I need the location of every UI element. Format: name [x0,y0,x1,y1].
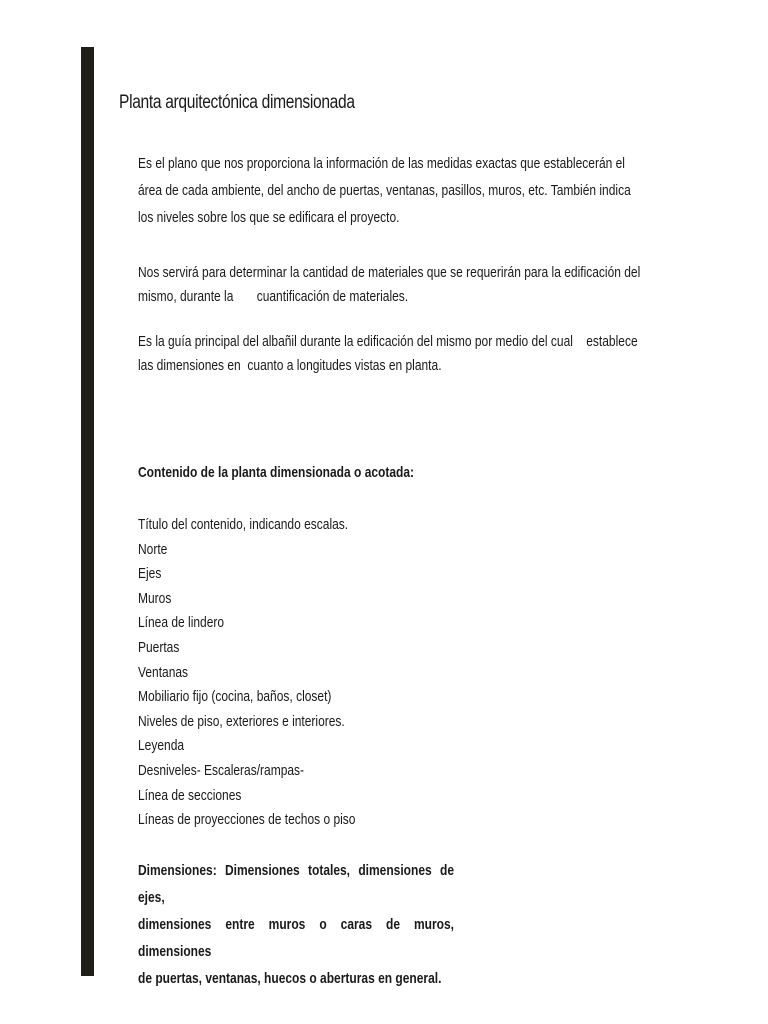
document-title: Planta arquitectónica dimensionada [119,92,355,113]
list-item: Líneas de proyecciones de techos o piso [138,811,356,829]
list-item: Título del contenido, indicando escalas. [138,516,349,533]
list-item: Línea de lindero [138,614,225,632]
list-item: Leyenda [138,737,185,755]
list-item: Línea de secciones [138,786,242,804]
list-item: Norte [138,540,168,558]
list-item: Puertas [138,638,180,656]
list-item: Desniveles- Escaleras/rampas- [138,761,305,779]
paragraph-materials [138,261,641,309]
list-item: Ventanas [138,663,189,681]
list-item: Niveles de piso, exteriores e interiores. [138,712,345,730]
dimensions-paragraph [138,857,454,992]
paragraph-line: Nos servirá para determinar la cantidad de materiales que se requerirán para la edificación del [138,264,641,281]
paragraph-line: mismo, durante la cuantificación de materiales. [138,288,409,305]
paragraph-definition [138,150,631,231]
dimensions-line: de puertas, ventanas, huecos o aberturas en general. [138,970,442,987]
paragraph-line: Es el plano que nos proporciona la información de las medidas exactas que establecerán el [138,155,625,172]
paragraph-guide [138,330,638,378]
list-item: Ejes [138,565,162,583]
dimensions-line: dimensiones entre muros o caras de muros, dimensiones [138,916,454,960]
contents-heading: Contenido de la planta dimensionada o acotada: [138,464,415,481]
paragraph-line: las dimensiones en cuanto a longitudes vistas en planta. [138,357,442,374]
paragraph-line: área de cada ambiente, del ancho de puertas, ventanas, pasillos, muros, etc. También indica [138,182,631,199]
contents-list [138,513,355,833]
paragraph-line: Es la guía principal del albañil durante la edificación del mismo por medio del cual establece [138,333,638,350]
list-item: Mobiliario fijo (cocina, baños, closet) [138,688,332,706]
paragraph-line: los niveles sobre los que se edificara el proyecto. [138,209,400,226]
list-item: Muros [138,589,172,607]
dimensions-line: Dimensiones: Dimensiones totales, dimensiones de ejes, [138,862,454,906]
